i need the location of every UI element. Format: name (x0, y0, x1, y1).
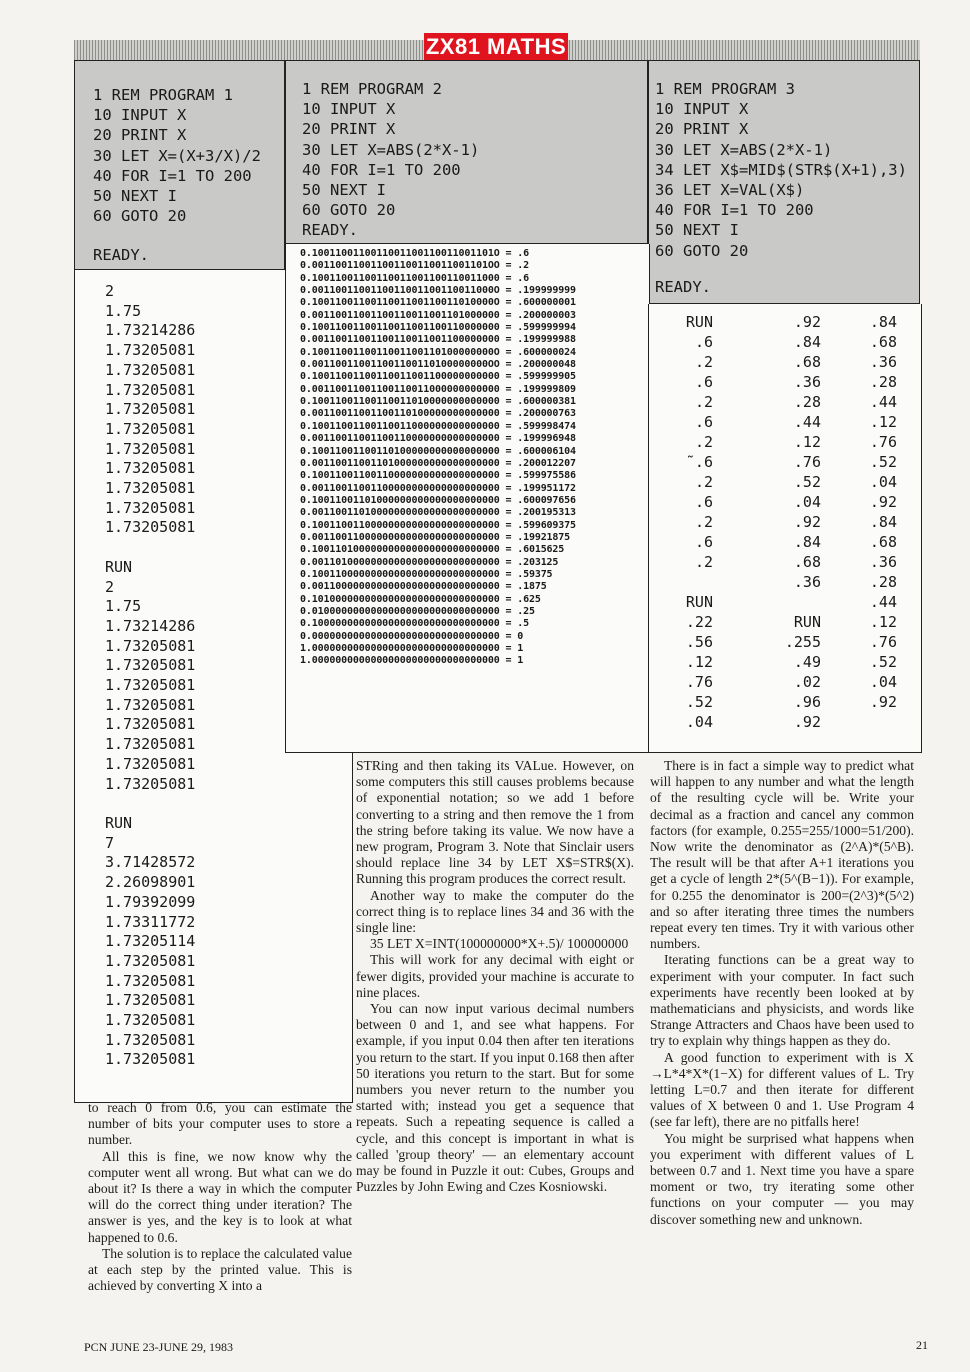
output-value: .68 (793, 553, 821, 571)
binary-line: 1.00000000000000000000000000000000 = 1 (300, 643, 524, 654)
binary-line: 0.10011001100110011000000000000000 = .599998474 (300, 420, 576, 432)
program3-output (648, 304, 922, 753)
binary-line: 0.0011001100110011001100110011000O = .199999999 (300, 285, 576, 297)
program2-output (285, 244, 650, 753)
binary-line: 0.00110011010000000000000000000000 = .200195313 (300, 507, 576, 519)
output-line (105, 538, 195, 558)
output-value: .76 (793, 453, 821, 471)
paragraph: Iterating functions can be a great way to experiment with your computer. In fact such experiments have recently been looked at by mathematicians and physicists, and words like Strange Attracters and Chaos have been used to try to explain why things happen as they do. (650, 952, 914, 1049)
output-line: 1.73205081 (105, 656, 196, 675)
output-value: .2 (694, 553, 713, 571)
output-value: .12 (793, 433, 821, 451)
binary-line: 0.00110011001100110000000000000000 = .199996948 (300, 433, 576, 445)
binary-line: 0.001100110011001100110100000000OO = .200000048 (300, 359, 576, 371)
code-line: 40 FOR I=1 TO 200 (93, 166, 252, 185)
binary-line: 0.10011001100000000000000000000000 = .599609375 (300, 519, 576, 531)
paragraph: You might be surprised what happens when you experiment with different values of L between 0.7 and 1. Next time you have a spare moment or two, try iterating some other functions on your computer — you may discover something new and unknown. (650, 1130, 914, 1227)
output-value: .04 (869, 673, 897, 691)
code-line: 36 LET X=VAL(X$) (655, 181, 805, 200)
binary-line: 0.00110011001100110011001101000000 = .200000003 (300, 309, 576, 321)
output-value: .49 (793, 653, 821, 671)
output-value: .2 (694, 473, 713, 491)
paragraph: The solution is to replace the calculated value at each step by the printed value. This is achieved by converting X into a (88, 1245, 352, 1294)
program3-listing (648, 60, 920, 304)
output-value: .2 (694, 513, 713, 531)
output-value: .36 (869, 353, 897, 371)
output-line: 1.73205081 (105, 676, 196, 695)
output-line: 1.73205081 (105, 951, 196, 970)
output-value: .92 (869, 493, 897, 511)
output-value: .12 (685, 653, 713, 671)
binary-line: 0.10011001100110000000000000000000 = .599975586 (300, 470, 576, 482)
output-line: 1.73205081 (105, 439, 196, 458)
paragraph: All this is fine, we now know why the computer went all wrong. But what can we do about it? Is there a way in which the computer will do the correct thing under iteration? The answer is yes, and the key is to look at what happened to 0.6. (88, 1148, 352, 1245)
program2-listing (285, 60, 648, 244)
output-value: .28 (793, 393, 821, 411)
output-line: 1.73205081 (105, 380, 196, 399)
code-line: 40 FOR I=1 TO 200 (655, 201, 814, 220)
program1-ready: READY. (93, 246, 149, 264)
output-value: .44 (869, 393, 897, 411)
binary-line: 0.1001100110011001100110100000000O = .600000024 (300, 346, 576, 358)
output-value: .84 (793, 333, 821, 351)
binary-line: 0.10011001100110011001100000000000 = .599999905 (300, 371, 576, 383)
binary-line: 0.10011001100110011010000000000000 = .600000381 (300, 396, 576, 408)
binary-line: 0.00110011001100000000000000000000 = .199951172 (300, 482, 576, 494)
code-line: 10 INPUT X (93, 106, 187, 125)
paragraph: Another way to make the computer do the correct thing is to replace lines 34 and 36 with the single line: (356, 887, 634, 936)
binary-line: 0.00110011001100110011000000000000 = .199999809 (300, 383, 576, 395)
output-value: RUN (793, 613, 821, 631)
binary-line: 0.10011000000000000000000000000000 = .59375 (300, 568, 553, 580)
footer-page-number: 21 (916, 1338, 928, 1352)
output-line: 1.73205081 (105, 715, 196, 734)
output-value: .04 (793, 493, 821, 511)
output-line: 1.73205081 (105, 498, 196, 517)
binary-line: 0.10011001100110011001100110011000 = .6 (300, 272, 529, 284)
code-line: 1 REM PROGRAM 1 (93, 86, 233, 104)
paragraph: to reach 0 from 0.6, you can estimate the number of bits your computer uses to store a number. (88, 1100, 352, 1148)
output-line (105, 794, 195, 814)
paragraph: STRing and then taking its VALue. However, on some computers this still causes problems because of exponential notation; so we add 1 before converting to a string and then remove the 1 from the string before taking its value. We now have a new program, Program 3. Note that Sinclair users should replace line 34 by LET X$=STR$(X). Running this program produces the correct result. (356, 758, 634, 887)
output-line: 1.73205081 (105, 518, 196, 537)
paragraph: A good function to experiment with is X →L*4*X*(1−X) for different values of L. Try letting L=0.7 and then iterate for different values of X between 0 and 1. Use Program 4 (see far left), there are no pitfalls here! (650, 1049, 914, 1130)
output-line: 7 (105, 833, 115, 852)
binary-line: 0.10000000000000000000000000000000 = .5 (300, 618, 529, 630)
binary-line: 0.10011001101000000000000000000000 = .600097656 (300, 494, 576, 506)
binary-line: 1.00000000000000000000000000000000 = 1 (300, 655, 524, 667)
output-line: 1.73205081 (105, 636, 196, 655)
output-value: .76 (685, 673, 713, 691)
output-value: .52 (685, 693, 713, 711)
output-value: .2 (694, 433, 713, 451)
output-line: RUN (105, 813, 133, 832)
output-line: 2 (105, 577, 115, 596)
code-line: 1 REM PROGRAM 3 (655, 80, 795, 98)
program3-ready: READY. (655, 278, 711, 296)
output-value (657, 572, 713, 592)
program3-output-col-a (657, 312, 713, 732)
output-line: RUN (105, 557, 133, 576)
output-value: .44 (869, 593, 897, 611)
output-line: 1.73205081 (105, 774, 196, 793)
binary-line: 0.01000000000000000000000000000000 = .25 (300, 605, 535, 617)
output-line: 1.75 (105, 597, 142, 616)
output-value: .52 (793, 473, 821, 491)
output-value: RUN (685, 313, 713, 331)
output-line: 1.73205081 (105, 971, 196, 990)
binary-line: 0.00000000000000000000000000000000 = 0 (300, 630, 524, 642)
binary-line: 0.10011001100110011001100110000000 = .599999994 (300, 322, 576, 334)
code-line: 60 GOTO 20 (302, 201, 396, 220)
output-line: 1.73205081 (105, 459, 196, 478)
output-value: .36 (793, 373, 821, 391)
output-value: .22 (685, 613, 713, 631)
binary-line: 0.00110000000000000000000000000000 = .1875 (300, 581, 547, 593)
output-value: .92 (793, 513, 821, 531)
output-value: .68 (869, 533, 897, 551)
output-line: 1.73205114 (105, 932, 196, 951)
output-line: 1.73205081 (105, 1030, 196, 1049)
output-line: 1.73214286 (105, 321, 196, 340)
article-middle-column (356, 758, 634, 1195)
binary-line: 0.00110011001101000000000000000000 = .200012207 (300, 457, 576, 469)
output-value: .84 (869, 313, 897, 331)
output-line: 2 (105, 282, 115, 300)
output-value: .56 (685, 633, 713, 651)
code-line: 20 PRINT X (93, 126, 187, 145)
output-value (739, 592, 821, 612)
paragraph: You can now input various decimal numbers between 0 and 1, and see what happens. For example, if you input 0.04 then after ten iterations you return to the start. If you input 0.168 then after 50 iterations you return to the start. But for some numbers you never return to the number you started with; instead you get a sequence that repeats. Such a repeating sequence is called a cycle, and this concept is important in what is called 'group theory' — an elementary account may be found in Puzzle it out: Cubes, Groups and Puzzles by John Ewing and Czes Kosniowski. (356, 1001, 634, 1195)
output-line: 1.73205081 (105, 479, 196, 498)
output-line: 1.73205081 (105, 735, 196, 754)
output-value: .76 (869, 433, 897, 451)
code-line: 50 NEXT I (93, 187, 177, 206)
code-line: 30 LET X=(X+3/X)/2 (93, 146, 261, 165)
code-line: 10 INPUT X (655, 100, 749, 119)
program1-listing (74, 60, 285, 270)
output-value: .52 (869, 453, 897, 471)
output-value: .02 (793, 673, 821, 691)
binary-line: 0.1001100110011001100110011010000O = .600000001 (300, 297, 576, 309)
binary-line: 0.1001100110011001100110011001101O = .6 (300, 248, 529, 259)
output-value: .04 (869, 473, 897, 491)
binary-line: 0.10011010000000000000000000000000 = .6015625 (300, 544, 565, 556)
output-value: .84 (793, 533, 821, 551)
binary-line: 0.00110100000000000000000000000000 = .203125 (300, 556, 559, 568)
output-value: .76 (869, 633, 897, 651)
output-value: .68 (793, 353, 821, 371)
code-line: 1 REM PROGRAM 2 (302, 80, 442, 98)
code-line: 50 NEXT I (655, 221, 739, 240)
output-value: .12 (869, 413, 897, 431)
output-line: 2.26098901 (105, 873, 196, 892)
output-line: 3.71428572 (105, 853, 196, 872)
code-line: 60 GOTO 20 (93, 207, 187, 226)
program1-code (93, 85, 261, 226)
code-line: 10 INPUT X (302, 100, 396, 119)
binary-line: 0.10011001100110100000000000000000 = .600006104 (300, 445, 576, 457)
output-line: 1.73205081 (105, 695, 196, 714)
output-value: .6 (694, 413, 713, 431)
output-value: .92 (793, 713, 821, 731)
binary-line: 0.10100000000000000000000000000000 = .625 (300, 593, 541, 605)
footer-issue: PCN JUNE 23-JUNE 29, 1983 (84, 1340, 234, 1354)
output-value: .2 (694, 393, 713, 411)
output-line: 1.73205081 (105, 991, 196, 1010)
program3-code (655, 79, 907, 261)
output-line: 1.79392099 (105, 892, 196, 911)
output-line: 1.73205081 (105, 1050, 196, 1069)
output-value: .6 (694, 373, 713, 391)
output-line: 1.75 (105, 301, 142, 320)
program2-code (302, 79, 479, 241)
binary-line: 0.001100110011001100110011001101OO = .2 (300, 260, 529, 272)
code-line: 50 NEXT I (302, 181, 386, 200)
output-value: .44 (793, 413, 821, 431)
article-right-column (650, 758, 914, 1228)
output-line: 1.73205081 (105, 419, 196, 438)
output-value: .92 (793, 313, 821, 331)
output-value: .28 (869, 373, 897, 391)
output-value: .6 (694, 493, 713, 511)
code-line: READY. (302, 221, 358, 240)
code-line: 40 FOR I=1 TO 200 (302, 160, 461, 179)
output-value: ˜.6 (685, 453, 713, 471)
output-value: .255 (784, 633, 821, 651)
output-line: 1.73205081 (105, 360, 196, 379)
binary-line: 0.00110011001100110011001100000000 = .199999988 (300, 334, 576, 346)
code-line: 30 LET X=ABS(2*X-1) (655, 140, 833, 159)
output-value: .92 (869, 693, 897, 711)
output-value: .96 (793, 693, 821, 711)
code-line: 34 LET X$=MID$(STR$(X+1),3) (655, 160, 907, 179)
paragraph: 35 LET X=INT(100000000*X+.5)/ 100000000 (370, 936, 629, 952)
binary-expansion-table (300, 248, 576, 668)
output-value: .28 (869, 573, 897, 591)
output-value: .68 (869, 333, 897, 351)
output-value: .04 (685, 713, 713, 731)
code-line: 60 GOTO 20 (655, 241, 749, 260)
section-banner: ZX81 MATHS (425, 34, 567, 59)
output-value: .52 (869, 653, 897, 671)
program3-output-col-b (739, 312, 821, 732)
output-line: 1.73205081 (105, 341, 196, 360)
paragraph: There is in fact a simple way to predict what will happen to any number and what the length of the resulting cycle will be. Write your decimal as a fraction and cancel any common factors (for example, 0.255=255/1000=51/200). Now write the denominator as (2^A)*(5^B). The result will be that after A+1 iterations you get a cycle of length 2*(5^(B−1)). For example, for 0.255 the denominator is 200=(2^3)*(5^2) and so after iterating three times the numbers repeat every ten times. Try it with various other numbers. (650, 758, 914, 952)
program1-output-lines (105, 282, 195, 1070)
binary-line: 0.00110011001100110100000000000000 = .200000763 (300, 408, 576, 420)
binary-line: 0.00110011000000000000000000000000 = .19921875 (300, 531, 571, 543)
output-value: .2 (694, 353, 713, 371)
output-line: 1.73205081 (105, 1011, 196, 1030)
output-value: .6 (694, 333, 713, 351)
code-line: 30 LET X=ABS(2*X-1) (302, 140, 480, 159)
output-line: 1.73311772 (105, 912, 196, 931)
paragraph: This will work for any decimal with eight or fewer digits, provided your machine is accurate to nine places. (356, 952, 634, 1000)
output-value: RUN (685, 593, 713, 611)
code-line: 20 PRINT X (302, 120, 396, 139)
output-value: .36 (869, 553, 897, 571)
output-value: .12 (869, 613, 897, 631)
output-line: 1.73205081 (105, 754, 196, 773)
output-value: .84 (869, 513, 897, 531)
output-value: .6 (694, 533, 713, 551)
output-value: .36 (793, 573, 821, 591)
article-left-column (88, 1100, 352, 1294)
output-line: 1.73205081 (105, 400, 196, 419)
code-line: 20 PRINT X (655, 120, 749, 139)
output-line: 1.73214286 (105, 616, 196, 635)
program3-output-col-c (845, 312, 897, 712)
